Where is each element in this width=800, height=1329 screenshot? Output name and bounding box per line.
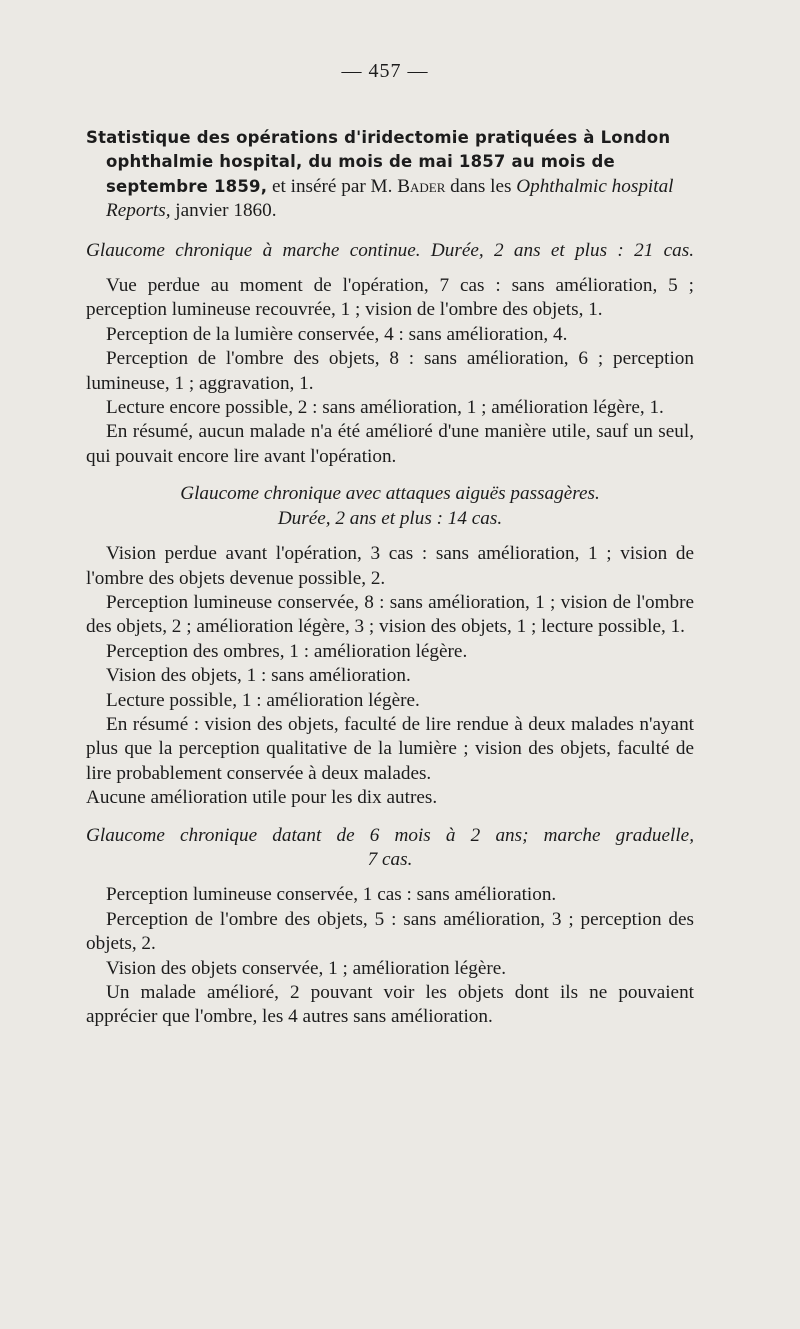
paragraph: Lecture possible, 1 : amélioration légère. (106, 689, 420, 711)
paragraph: Perception de la lumière conservée, 4 : sans amélioration, 4. (106, 323, 568, 345)
paragraph: En résumé : vision des objets, faculté de lire rendue à deux malades n'ayant plus que la perception qualitative de la lumière ; vision des objets, faculté de lire probablement conservée à deux malades. (86, 713, 694, 784)
intro-author: Bader (397, 175, 446, 197)
paragraph: En résumé, aucun malade n'a été amélioré d'une manière utile, sauf un seul, qui pouvait encore lire avant l'opération. (86, 421, 694, 467)
section-heading-line-2: 7 cas. (367, 848, 413, 870)
paragraph: Vision des objets conservée, 1 ; amélioration légère. (106, 957, 507, 979)
paragraph: Aucune amélioration utile pour les dix autres. (86, 787, 438, 809)
paragraph: Perception lumineuse conservée, 8 : sans amélioration, 1 ; vision de l'ombre des objets, 2 ; amélioration légère, 3 ; vision des objets, 1 ; lecture possible, 1. (86, 591, 694, 638)
intro-inserted: et inséré par M. (271, 175, 393, 197)
paragraph: Perception lumineuse conservée, 1 cas : sans amélioration. (106, 884, 557, 906)
page-body (86, 126, 694, 1030)
intro-dans: dans les (450, 175, 512, 197)
section-heading-line-1: Glaucome chronique datant de 6 mois à 2 ans; marche graduelle, (86, 824, 694, 846)
paragraph: Vue perdue au moment de l'opération, 7 cas : sans amélioration, 5 ; perception lumineuse recouvrée, 1 ; vision de l'ombre des objets, 1. (86, 275, 694, 321)
paragraph: Vision des objets, 1 : sans amélioration. (106, 665, 411, 687)
intro-title: Statistique des opérations d'iridectomie pratiquées à London ophthalmie hospital, du mois de mai 1857 au mois de septembre 1859, (86, 128, 671, 196)
paragraph: Lecture encore possible, 2 : sans amélioration, 1 ; amélioration légère, 1. (106, 397, 664, 419)
section-glaucome-attaques (86, 482, 694, 810)
paragraph: Perception des ombres, 1 : amélioration légère. (106, 640, 468, 662)
intro-paragraph (86, 126, 694, 224)
section-glaucome-graduelle (86, 824, 694, 1030)
section-heading: Glaucome chronique à marche continue. Durée, 2 ans et plus : 21 cas. (86, 239, 694, 261)
paragraph: Perception de l'ombre des objets, 5 : sans amélioration, 3 ; perception des objets, 2. (86, 908, 694, 955)
section-heading-line-1: Glaucome chronique avec attaques aiguës passagères. (180, 483, 600, 505)
paragraph: Perception de l'ombre des objets, 8 : sans amélioration, 6 ; perception lumineuse, 1 ; aggravation, 1. (86, 348, 694, 394)
section-heading-line-2: Durée, 2 ans et plus : 14 cas. (277, 507, 503, 529)
section-glaucome-continue (86, 239, 694, 470)
intro-date: janvier 1860. (175, 200, 277, 222)
paragraph: Vision perdue avant l'opération, 3 cas : sans amélioration, 1 ; vision de l'ombre des objets devenue possible, 2. (86, 543, 694, 589)
intro-journal: Ophthalmic hospital Reports, (106, 175, 674, 222)
page-number: — 457 — (341, 60, 429, 82)
paragraph: Un malade amélioré, 2 pouvant voir les objets dont ils ne pouvaient apprécier que l'ombre, les 4 autres sans amélioration. (86, 982, 694, 1028)
